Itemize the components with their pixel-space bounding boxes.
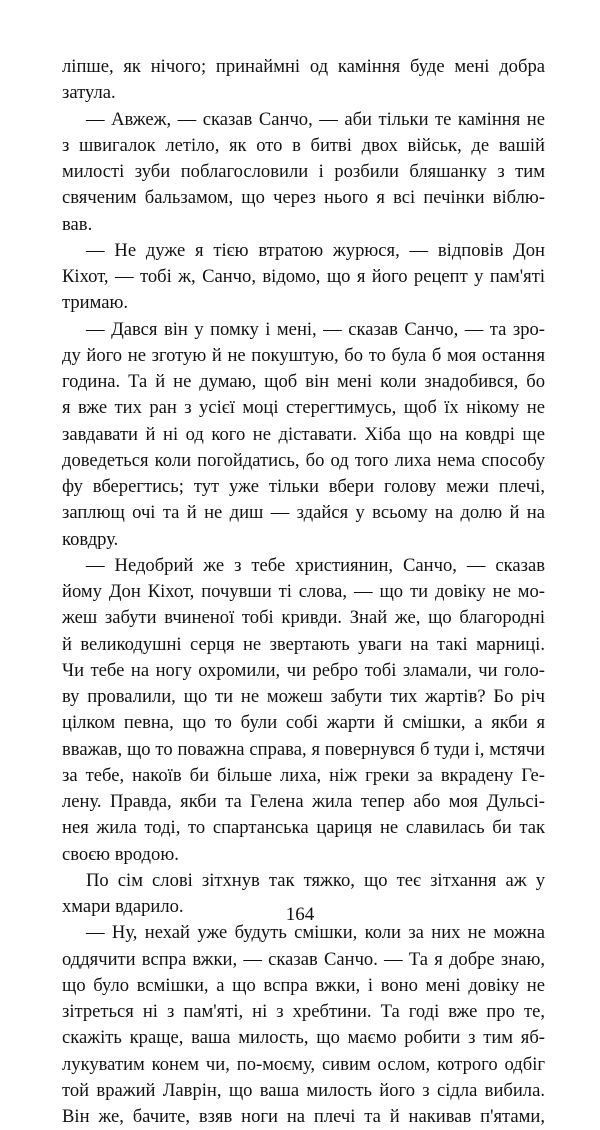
text-line: По сім слові зітхнув так тяжко, що теє зітхання аж у [86,869,545,891]
text-line: нея жила тоді, то спартанська цариця не славилась би так [62,817,545,839]
text-line: — Ну, нехай уже будуть смішки, коли за них не можна [86,922,545,944]
text-line: фу вберегтись; тут уже тільки вбери голову межи плечі, [62,476,545,497]
text-line: заплющ очі та й не диш — здайся у всьому на долю й на [62,502,545,524]
text-line: жеш забути вчиненої тобі кривди. Знай же, що благородні [62,607,545,629]
text-line: ковдру. [62,528,119,550]
text-line: — Авжеж, — сказав Санчо, — аби тільки те каміння не [86,108,545,130]
text-line: що було всмішки, а що вспра вжки, і воно мені довіку не [62,974,545,996]
text-line: лену. Правда, якби та Гелена жила тепер або моя Дульсі- [62,791,545,812]
text-line: цілком певна, що то були собі жарти й смішки, а якби я [62,712,545,734]
text-line: доведеться коли погойдатись, бо од того лиха нема способу [62,449,545,471]
text-line: Кіхот, — тобі ж, Санчо, відомо, що я його рецепт у пам'яті [62,266,545,287]
text-line: затула. [62,82,116,104]
text-line: ду його не зготую й не покуштую, бо то була б моя остання [62,344,545,366]
text-line: Він же, бачите, взяв ноги на плечі та й накивав п'ятами, [62,1106,545,1127]
text-line: — Недобрий же з тебе християнин, Санчо, — сказав [86,554,545,576]
text-line: лукуватим конем чи, по-моєму, сивим ослом, котрого одбіг [62,1053,545,1075]
text-line: я вже тих ран з усієї моці стерегтимусь, щоб їх нікому не [62,397,545,419]
text-line: своєю вродою. [62,843,179,865]
text-line: тримаю. [62,292,129,314]
text-line: свяченим бальзамом, що через нього я всі печінки вiблю- [62,187,545,209]
text-line: ліпше, як нічого; принаймні од каміння буде мені добра [62,56,545,77]
text-line: з швигалок летіло, як ото в битві двох військ, де вашій [62,134,545,156]
text-line: за тебе, накоїв би більше лиха, ніж греки за вкрадену Ге- [62,764,545,786]
text-line: й великодушні серця не звертають уваги на такі марниці. [62,633,545,655]
text-line: милості зуби поблагословили і розбили бляшанку з тим [62,161,545,182]
text-line: хмари вдарило. [62,896,184,917]
text-line: — Дався він у помку і мені, — сказав Санчо, — та зро- [86,318,545,340]
text-line: оддячити вспра вжки, — сказав Санчо. — Та я добре знаю, [62,948,545,970]
text-line: скажіть краще, ваша милость, що маємо робити з тим яб- [62,1027,545,1049]
text-line: зітреться ні з пам'яті, ні з хребтини. Та годі вже про те, [62,1001,545,1022]
text-line: година. Та й не думаю, щоб він мені коли знадобився, бо [62,371,545,392]
body-text [62,54,545,1130]
page-number: 164 [285,904,315,925]
text-line: той вражий Лаврін, що ваша милость його з сідла вибила. [62,1079,545,1101]
text-line: вважав, що то поважна справа, я повернувся б туди і, мстячи [62,738,545,760]
text-line: — Не дуже я тією втратою журюся, — відповів Дон [86,239,545,261]
text-line: ву провалили, що ти не можеш забути тих жартів? Бо річ [62,686,545,707]
text-line: завдавати й ні од кого не діставати. Хіба що на ковдрі ще [62,423,545,445]
text-line: йому Дон Кіхот, почувши ті слова, — що ти довіку не мо- [62,581,545,602]
text-line: вав. [62,213,93,235]
text-line: Чи тебе на ногу охромили, чи ребро тобі зламали, чи голо- [62,659,545,681]
